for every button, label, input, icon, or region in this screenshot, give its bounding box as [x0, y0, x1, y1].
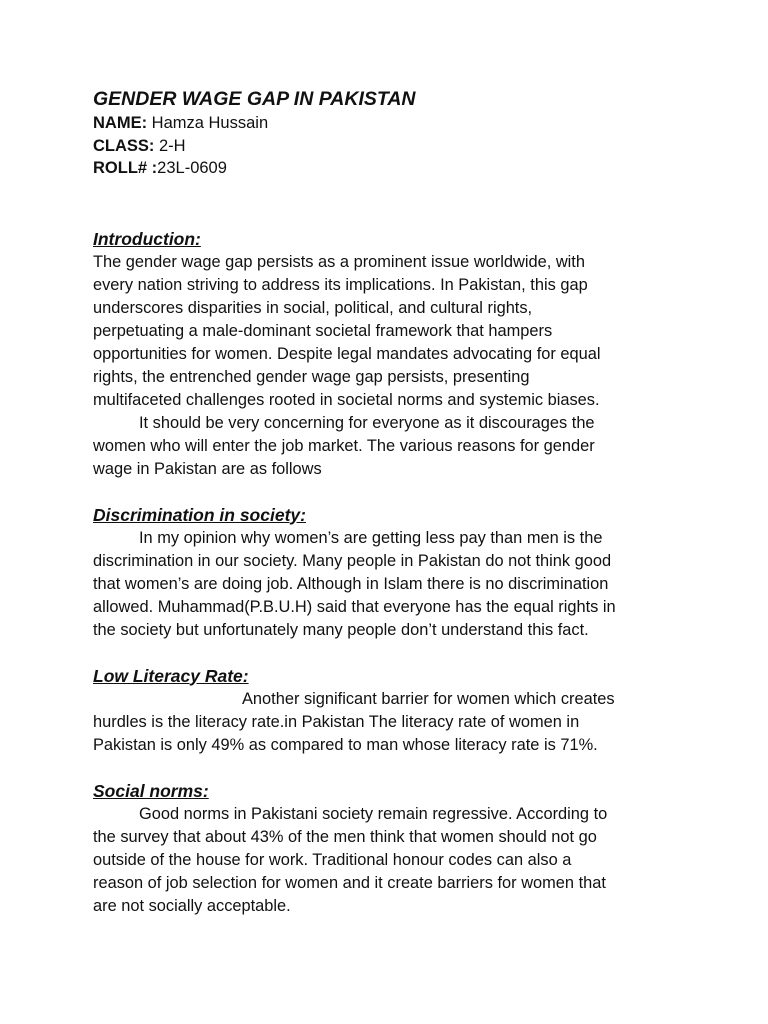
social-norms-heading: Social norms:	[93, 780, 209, 801]
roll-line	[93, 157, 683, 180]
paragraph-line: It should be very concerning for everyone as it discourages the	[139, 413, 595, 432]
discrimination-section	[93, 503, 683, 642]
literacy-heading: Low Literacy Rate:	[93, 665, 249, 686]
paragraph-line: the society but unfortunately many people don’t understand this fact.	[93, 620, 589, 639]
paragraph-line: perpetuating a male-dominant societal framework that hampers	[93, 321, 553, 340]
roll-label: ROLL# :	[93, 159, 158, 177]
paragraph-line: the survey that about 43% of the men think that women should not go	[93, 827, 597, 846]
paragraph-line: women who will enter the job market. The various reasons for gender	[93, 436, 595, 455]
name-label: NAME:	[93, 114, 148, 132]
document-title: GENDER WAGE GAP IN PAKISTAN	[93, 88, 416, 110]
paragraph-line: every nation striving to address its implications. In Pakistan, this gap	[93, 275, 588, 294]
introduction-heading: Introduction:	[93, 228, 201, 249]
paragraph-line: The gender wage gap persists as a prominent issue worldwide, with	[93, 252, 585, 271]
name-line	[93, 112, 683, 135]
paragraph-line: Good norms in Pakistani society remain regressive. According to	[139, 804, 608, 823]
discrimination-heading: Discrimination in society:	[93, 504, 306, 525]
paragraph-line: are not socially acceptable.	[93, 896, 291, 915]
paragraph-line: opportunities for women. Despite legal mandates advocating for equal	[93, 344, 601, 363]
roll-value: 23L-0609	[157, 159, 227, 177]
paragraph-line: reason of job selection for women and it create barriers for women that	[93, 873, 606, 892]
paragraph-line: allowed. Muhammad(P.B.U.H) said that everyone has the equal rights in	[93, 597, 616, 616]
paragraph-line: Pakistan is only 49% as compared to man whose literacy rate is 71%.	[93, 735, 598, 754]
class-line	[93, 135, 683, 158]
paragraph-line: Another significant barrier for women which creates	[242, 689, 615, 708]
paragraph-line: hurdles is the literacy rate.in Pakistan The literacy rate of women in	[93, 712, 580, 731]
paragraph-line: underscores disparities in social, political, and cultural rights,	[93, 298, 533, 317]
paragraph-line: outside of the house for work. Traditional honour codes can also a	[93, 850, 572, 869]
name-value: Hamza Hussain	[147, 114, 269, 132]
paragraph-line: wage in Pakistan are as follows	[93, 459, 322, 478]
paragraph-line: discrimination in our society. Many people in Pakistan do not think good	[93, 551, 612, 570]
class-value: 2-H	[154, 136, 186, 155]
social-norms-section	[93, 779, 683, 918]
paragraph-line: multifaceted challenges rooted in societal norms and systemic biases.	[93, 390, 600, 409]
paragraph-line: In my opinion why women’s are getting less pay than men is the	[139, 528, 603, 547]
literacy-section	[93, 664, 683, 757]
paragraph-line: rights, the entrenched gender wage gap persists, presenting	[93, 367, 530, 386]
introduction-section	[93, 227, 683, 481]
class-label: CLASS:	[93, 136, 155, 155]
document-page	[93, 86, 683, 918]
paragraph-line: that women’s are doing job. Although in Islam there is no discrimination	[93, 574, 609, 593]
